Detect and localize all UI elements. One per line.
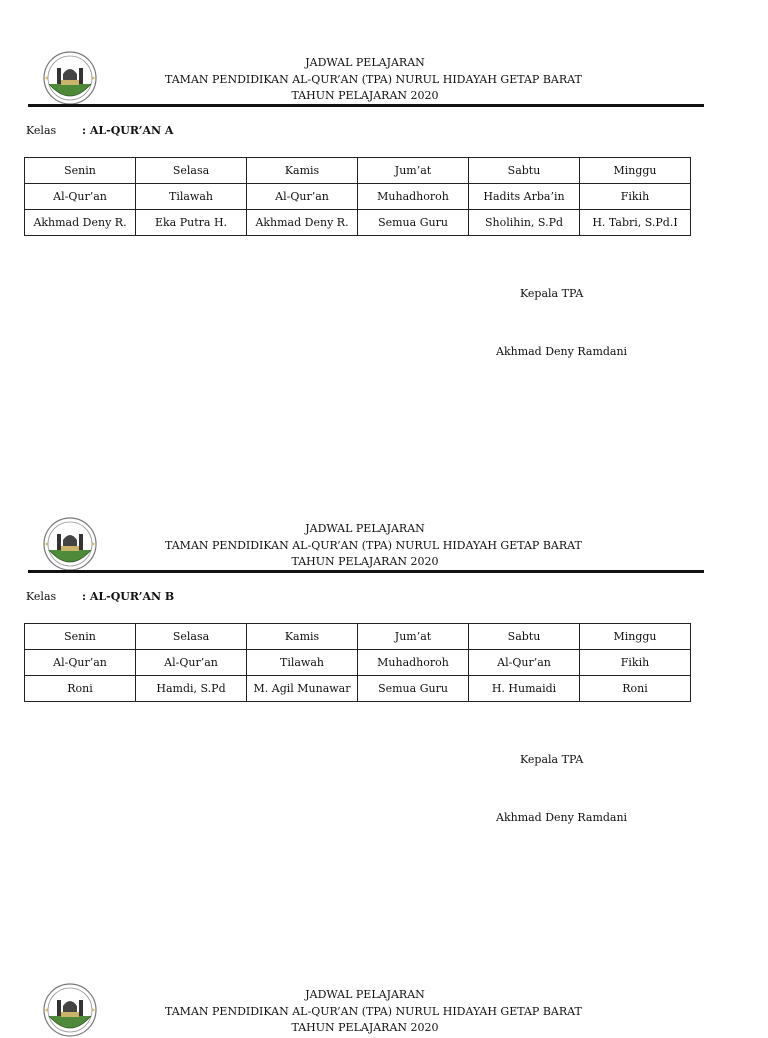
- class-label-row: [26, 124, 173, 137]
- teacher-cell: Roni: [25, 676, 136, 702]
- subject-cell: Fikih: [580, 650, 691, 676]
- signature-title: Kepala TPA: [520, 287, 584, 300]
- schedule-table: [24, 157, 691, 236]
- teacher-cell: Eka Putra H.: [136, 210, 247, 236]
- subject-cell: Al-Qur’an: [136, 650, 247, 676]
- subject-cell: Al-Qur’an: [247, 184, 358, 210]
- tpa-logo-icon: [40, 982, 100, 1038]
- table-row-teachers: [25, 676, 691, 702]
- schedule-section-c: [0, 932, 768, 1034]
- header-institution: TAMAN PENDIDIKAN AL-QUR’AN (TPA) NURUL HIDAYAH GETAP BARAT: [165, 538, 582, 552]
- schedule-section-b: [0, 466, 768, 932]
- schedule-table: [24, 623, 691, 702]
- header-year: TAHUN PELAJARAN 2020: [291, 555, 439, 568]
- teacher-cell: Akhmad Deny R.: [247, 210, 358, 236]
- table-row-subjects: [25, 650, 691, 676]
- day-cell: Selasa: [136, 624, 247, 650]
- teacher-cell: Akhmad Deny R.: [25, 210, 136, 236]
- document-header: [165, 55, 582, 105]
- header-divider: [28, 104, 704, 107]
- teacher-cell: Semua Guru: [358, 676, 469, 702]
- subject-cell: Muhadhoroh: [358, 650, 469, 676]
- teacher-cell: H. Tabri, S.Pd.I: [580, 210, 691, 236]
- subject-cell: Tilawah: [247, 650, 358, 676]
- subject-cell: Al-Qur’an: [25, 184, 136, 210]
- header-title: JADWAL PELAJARAN: [305, 522, 425, 535]
- subject-cell: Fikih: [580, 184, 691, 210]
- day-cell: Jum’at: [358, 158, 469, 184]
- class-label-row: [26, 590, 174, 603]
- header-institution: TAMAN PENDIDIKAN AL-QUR’AN (TPA) NURUL HIDAYAH GETAP BARAT: [165, 1004, 582, 1018]
- tpa-logo-icon: [40, 50, 100, 106]
- subject-cell: Tilawah: [136, 184, 247, 210]
- day-cell: Kamis: [247, 624, 358, 650]
- day-cell: Minggu: [580, 158, 691, 184]
- subject-cell: Hadits Arba’in: [469, 184, 580, 210]
- header-title: JADWAL PELAJARAN: [305, 56, 425, 69]
- header-institution: TAMAN PENDIDIKAN AL-QUR’AN (TPA) NURUL HIDAYAH GETAP BARAT: [165, 72, 582, 86]
- day-cell: Kamis: [247, 158, 358, 184]
- header-year: TAHUN PELAJARAN 2020: [291, 89, 439, 102]
- tpa-logo-icon: [40, 516, 100, 572]
- class-label: Kelas: [26, 590, 57, 603]
- subject-cell: Al-Qur’an: [469, 650, 580, 676]
- document-header: [165, 521, 582, 571]
- header-divider: [28, 570, 704, 573]
- class-name: : AL-QUR’AN B: [82, 590, 175, 603]
- class-name: : AL-QUR’AN A: [82, 124, 174, 137]
- document-header: [165, 987, 582, 1037]
- signature-name: Akhmad Deny Ramdani: [496, 345, 628, 358]
- teacher-cell: M. Agil Munawar: [247, 676, 358, 702]
- class-label: Kelas: [26, 124, 57, 137]
- day-cell: Senin: [25, 158, 136, 184]
- day-cell: Sabtu: [469, 158, 580, 184]
- signature-title: Kepala TPA: [520, 753, 584, 766]
- day-cell: Minggu: [580, 624, 691, 650]
- signature-name: Akhmad Deny Ramdani: [496, 811, 628, 824]
- table-row-subjects: [25, 184, 691, 210]
- day-cell: Sabtu: [469, 624, 580, 650]
- teacher-cell: H. Humaidi: [469, 676, 580, 702]
- teacher-cell: Hamdi, S.Pd: [136, 676, 247, 702]
- day-cell: Selasa: [136, 158, 247, 184]
- subject-cell: Al-Qur’an: [25, 650, 136, 676]
- teacher-cell: Semua Guru: [358, 210, 469, 236]
- table-row-days: [25, 158, 691, 184]
- day-cell: Jum’at: [358, 624, 469, 650]
- table-row-days: [25, 624, 691, 650]
- subject-cell: Muhadhoroh: [358, 184, 469, 210]
- header-title: JADWAL PELAJARAN: [305, 988, 425, 1001]
- header-year: TAHUN PELAJARAN 2020: [291, 1021, 439, 1034]
- table-row-teachers: [25, 210, 691, 236]
- teacher-cell: Roni: [580, 676, 691, 702]
- teacher-cell: Sholihin, S.Pd: [469, 210, 580, 236]
- day-cell: Senin: [25, 624, 136, 650]
- schedule-section-a: [0, 0, 768, 466]
